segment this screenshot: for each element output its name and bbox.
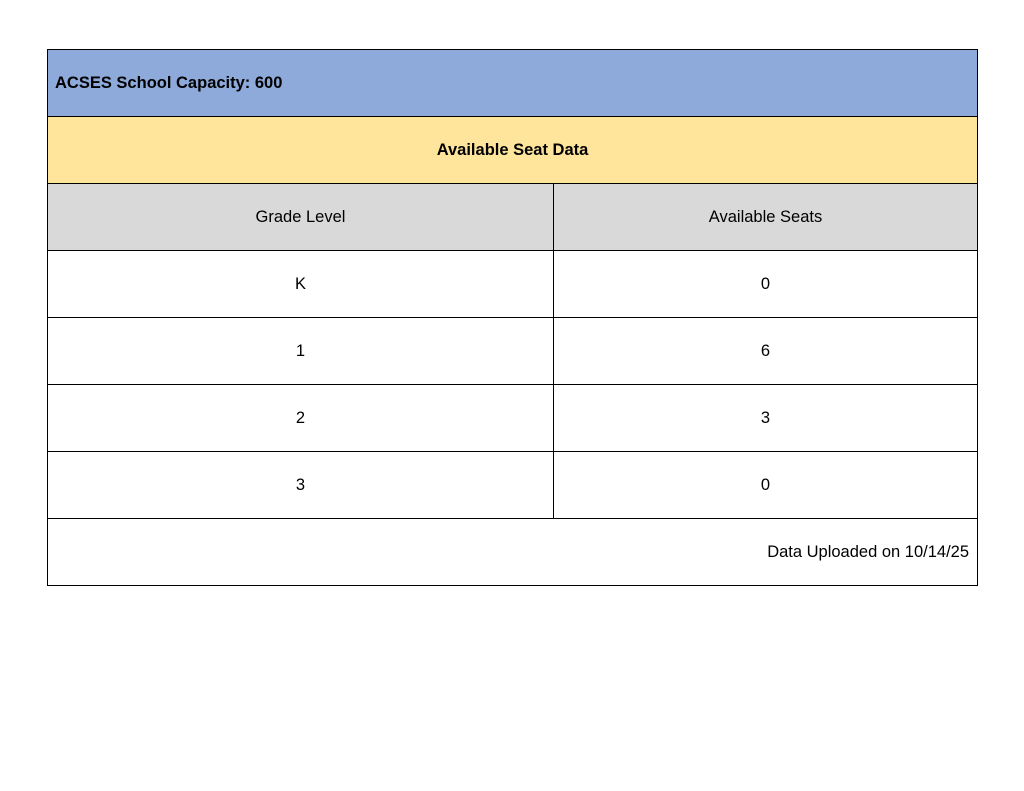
- upload-date-text: Data Uploaded on 10/14/25: [767, 542, 970, 561]
- grade-cell: 1: [48, 318, 554, 385]
- school-capacity-title: ACSES School Capacity: 600: [48, 50, 978, 117]
- seats-cell: 0: [554, 251, 978, 318]
- seat-data-subtitle: Available Seat Data: [48, 117, 978, 184]
- title-row: [48, 50, 978, 117]
- seats-cell: 0: [554, 452, 978, 519]
- column-header-row: [48, 184, 978, 251]
- grade-cell: K: [48, 251, 554, 318]
- grade-cell: 3: [48, 452, 554, 519]
- available-seats-header: Available Seats: [554, 184, 978, 251]
- grade-level-header: Grade Level: [48, 184, 554, 251]
- seats-cell: 6: [554, 318, 978, 385]
- table-row: [48, 385, 978, 452]
- grade-cell: 2: [48, 385, 554, 452]
- subtitle-row: [48, 117, 978, 184]
- upload-date-cell: [48, 519, 978, 586]
- seats-cell: 3: [554, 385, 978, 452]
- table-row: [48, 251, 978, 318]
- available-seat-table: [47, 49, 978, 586]
- footer-row: [48, 519, 978, 586]
- table-row: [48, 318, 978, 385]
- table-row: [48, 452, 978, 519]
